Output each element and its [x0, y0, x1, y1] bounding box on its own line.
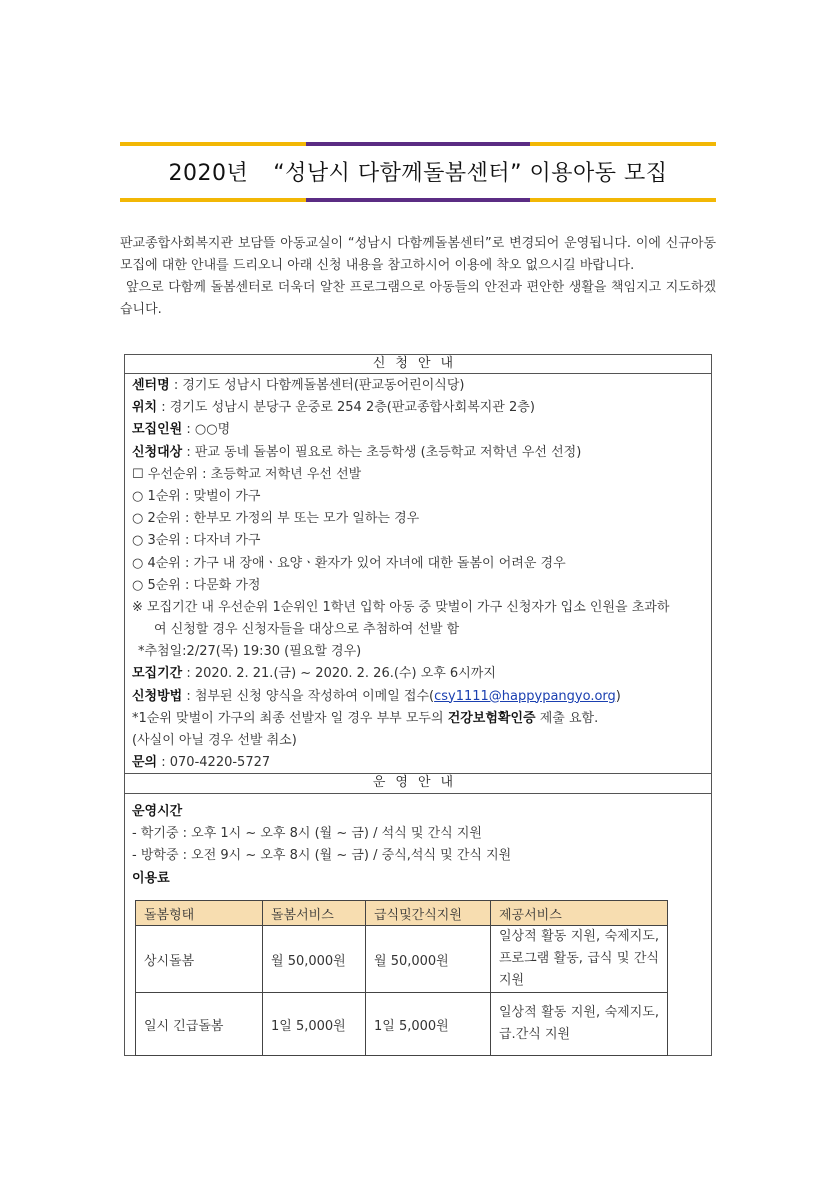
center-row [132, 375, 706, 397]
period-value: : 2020. 2. 21.(금) ~ 2020. 2. 26.(수) 오후 6시까지 [182, 666, 496, 682]
recruit-value: : ○○명 [182, 422, 231, 438]
contact-value: : 070-4220-5727 [157, 755, 271, 771]
lottery-note-line-2: 여 신청할 경우 신청자들을 대상으로 추첨하여 선발 함 [154, 622, 460, 638]
table-row [136, 993, 668, 1056]
period-row [132, 663, 706, 685]
priority-item: ○ 3순위 : 다자녀 가구 [132, 533, 261, 549]
title-main: “성남시 다함께돌봄센터” 이용아동 모집 [273, 161, 668, 186]
fee-cell: 일상적 활동 지원, 숙제지도, 급.간식 지원 [491, 993, 668, 1056]
fee-table [135, 900, 668, 1056]
cancel-note: (사실이 아닐 경우 선발 취소) [132, 733, 297, 748]
fee-cell: 일시 긴급돌봄 [136, 993, 263, 1056]
contact-label: 문의 [132, 755, 158, 771]
title-year: 2020년 [168, 161, 249, 186]
center-label: 센터명 [132, 378, 170, 393]
insurance-note [132, 708, 706, 730]
intro-text [120, 233, 716, 321]
lottery-note-line-1: ※ 모집기간 내 우선순위 1순위인 1학년 입학 아동 중 맞벌이 가구 신청자가 입소 인원을 초과하 [132, 599, 670, 615]
hours-item: - 방학중 : 오전 9시 ~ 오후 8시 (월 ~ 금) / 중식,석식 및 간식 지원 [132, 848, 512, 864]
location-value: : 경기도 성남시 분당구 운중로 254 2층(판교종합사회복지관 2층) [157, 400, 535, 416]
recruit-label: 모집인원 [132, 422, 183, 438]
intro-paragraph-2: 앞으로 다함께 돌봄센터로 더욱더 알찬 프로그램으로 아동들의 안전과 편안한 생활을 책임지고 지도하겠습니다. [120, 280, 716, 317]
hours-label: 운영시간 [132, 804, 183, 819]
method-value: : 첨부된 신청 양식을 작성하여 이메일 접수( [182, 688, 435, 704]
center-value: : 경기도 성남시 다함께돌봄센터(판교동어린이식당) [169, 378, 465, 393]
heading-divider [125, 373, 711, 374]
fee-cell: 상시돌봄 [136, 926, 263, 993]
section-divider-bottom [125, 793, 711, 794]
intro-paragraph-1: 판교종합사회복지관 보담뜰 아동교실이 “성남시 다함께돌봄센터”로 변경되어 운영됩니다. 이에 신규아동모집에 대한 안내를 드리오니 아래 신청 내용을 참고하시어 이용에 착오 없으시길 바랍니다. [120, 236, 716, 273]
insurance-note-pre: *1순위 맞벌이 가구의 최종 선발자 일 경우 부부 모두의 [132, 710, 448, 726]
fee-cell: 1일 5,000원 [263, 993, 366, 1056]
table-row [136, 926, 668, 993]
application-section [132, 375, 706, 774]
email-link[interactable]: csy1111@happypangyo.org [434, 688, 616, 704]
method-end: ) [615, 688, 621, 704]
target-label: 신청대상 [132, 444, 183, 460]
priority-title: ☐ 우선순위 : 초등학교 저학년 우선 선발 [132, 466, 362, 482]
insurance-note-bold: 건강보험확인증 [447, 710, 536, 726]
operation-heading: 운영안내 [372, 775, 464, 790]
recruit-row [132, 419, 706, 441]
fee-cell: 일상적 활동 지원, 숙제지도, 프로그램 활동, 급식 및 간식 지원 [491, 926, 668, 993]
method-label: 신청방법 [132, 688, 183, 704]
priority-item: ○ 5순위 : 다문화 가정 [132, 577, 261, 593]
lottery-date: *추첨일:2/27(목) 19:30 (필요할 경우) [138, 644, 362, 660]
fee-table-header [136, 901, 668, 926]
fee-header-cell: 제공서비스 [491, 901, 668, 926]
page-title [120, 156, 716, 187]
target-value: : 판교 동네 돌봄이 필요로 하는 초등학생 (초등학교 저학년 우선 선정) [182, 444, 582, 460]
period-label: 모집기간 [132, 666, 183, 682]
title-top-bar [120, 142, 716, 146]
target-row [132, 442, 706, 464]
insurance-note-post: 제출 요함. [535, 710, 599, 726]
priority-item: ○ 2순위 : 한부모 가정의 부 또는 모가 일하는 경우 [132, 511, 420, 527]
fee-cell: 월 50,000원 [366, 926, 491, 993]
fee-header-cell: 급식및간식지원 [366, 901, 491, 926]
method-row [132, 686, 706, 708]
operation-section [132, 801, 706, 890]
priority-item: ○ 1순위 : 맞벌이 가구 [132, 488, 261, 504]
fee-cell: 1일 5,000원 [366, 993, 491, 1056]
application-heading: 신청안내 [372, 356, 464, 371]
contact-row [132, 752, 706, 774]
location-label: 위치 [132, 400, 158, 416]
fee-header-cell: 돌봄서비스 [263, 901, 366, 926]
title-block [120, 142, 716, 202]
location-row [132, 397, 706, 419]
fee-cell: 월 50,000원 [263, 926, 366, 993]
hours-item: - 학기중 : 오후 1시 ~ 오후 8시 (월 ~ 금) / 석식 및 간식 지원 [132, 826, 482, 842]
fee-label: 이용료 [132, 870, 170, 886]
fee-header-cell: 돌봄형태 [136, 901, 263, 926]
priority-item: ○ 4순위 : 가구 내 장애ㆍ요양ㆍ환자가 있어 자녀에 대한 돌봄이 어려운 경우 [132, 555, 566, 571]
title-bottom-bar [120, 198, 716, 202]
